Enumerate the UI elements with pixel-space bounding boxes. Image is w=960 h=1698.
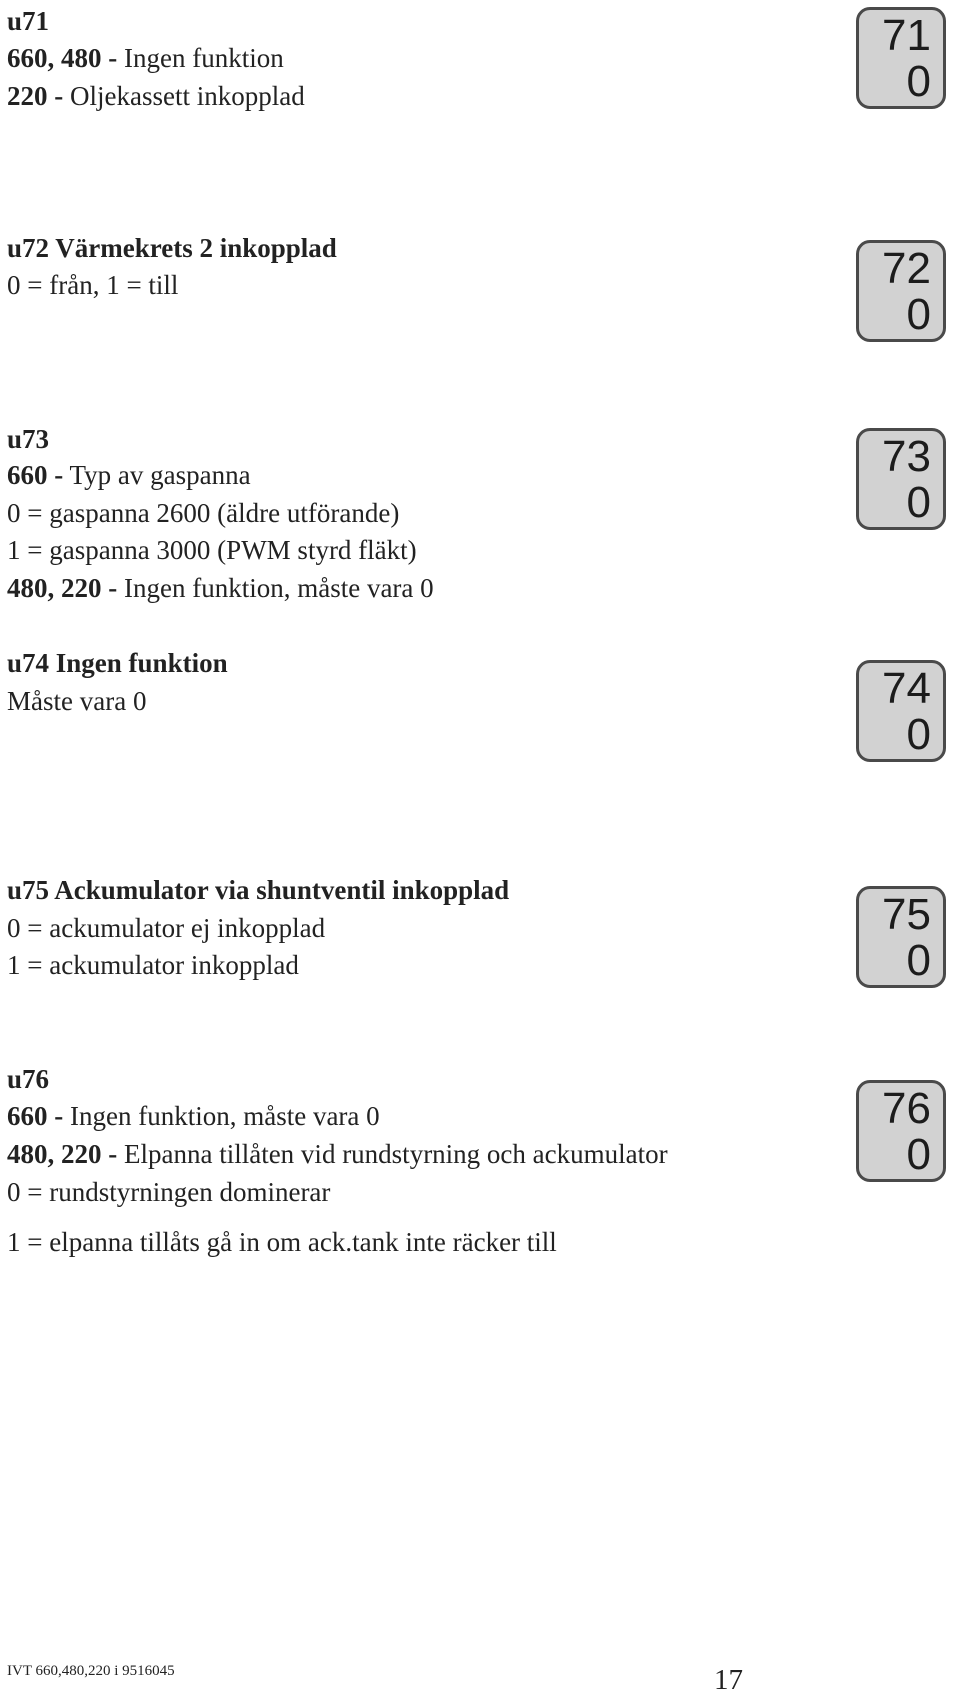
text-line <box>7 646 228 680</box>
display-code: 73 <box>882 432 931 481</box>
text-line <box>7 1175 330 1209</box>
text-line <box>7 571 434 605</box>
text-line <box>7 873 509 907</box>
text-run: 0 = från, 1 = till <box>7 270 179 300</box>
text-run: Ingen funktion <box>117 43 284 73</box>
display-72 <box>856 240 946 342</box>
text-run: 0 = gaspanna 2600 (äldre utförande) <box>7 498 400 528</box>
text-line <box>7 41 284 75</box>
text-run: Måste vara 0 <box>7 686 147 716</box>
text-line <box>7 533 417 567</box>
text-line <box>7 231 337 265</box>
bold-run: u76 <box>7 1064 50 1094</box>
page-number: 17 <box>714 1664 743 1696</box>
display-76 <box>856 1080 946 1182</box>
display-code: 72 <box>882 244 931 293</box>
text-line <box>7 4 49 38</box>
text-line <box>7 458 251 492</box>
text-line <box>7 268 178 302</box>
bold-run: u75 Ackumulator via shuntventil inkopplad <box>7 875 510 905</box>
bold-run: 480, 220 - <box>7 1139 118 1169</box>
bold-run: 660 - <box>7 460 64 490</box>
display-74 <box>856 660 946 762</box>
display-code: 75 <box>882 890 931 939</box>
footer-document-id: IVT 660,480,220 i 9516045 <box>7 1663 175 1679</box>
text-line <box>7 948 299 982</box>
bold-run: u71 <box>7 6 50 36</box>
bold-run: u74 Ingen funktion <box>7 648 228 678</box>
text-line <box>7 496 399 530</box>
display-73 <box>856 428 946 530</box>
text-run: Ingen funktion, måste vara 0 <box>117 573 434 603</box>
text-run: Oljekassett inkopplad <box>63 81 305 111</box>
display-75 <box>856 886 946 988</box>
bold-run: 660 - <box>7 1101 64 1131</box>
text-run: 1 = gaspanna 3000 (PWM styrd fläkt) <box>7 535 417 565</box>
bold-run: u72 Värmekrets 2 inkopplad <box>7 233 337 263</box>
display-value: 0 <box>906 1130 931 1179</box>
display-value: 0 <box>906 478 931 527</box>
display-code: 76 <box>882 1084 931 1133</box>
text-line <box>7 1137 668 1171</box>
text-line <box>7 1225 557 1259</box>
text-run: Typ av gaspanna <box>63 460 251 490</box>
text-run: 1 = ackumulator inkopplad <box>7 950 299 980</box>
text-line <box>7 911 325 945</box>
display-value: 0 <box>906 936 931 985</box>
text-run: Elpanna tillåten vid rundstyrning och ackumulator <box>117 1139 668 1169</box>
display-71 <box>856 7 946 109</box>
bold-run: 480, 220 - <box>7 573 118 603</box>
display-code: 74 <box>882 664 931 713</box>
text-run: 0 = rundstyrningen dominerar <box>7 1177 331 1207</box>
display-value: 0 <box>906 710 931 759</box>
text-line <box>7 79 305 113</box>
bold-run: 220 - <box>7 81 64 111</box>
bold-run: 660, 480 - <box>7 43 118 73</box>
display-value: 0 <box>906 57 931 106</box>
text-line <box>7 1099 380 1133</box>
text-line <box>7 422 49 456</box>
display-value: 0 <box>906 290 931 339</box>
text-line <box>7 1062 49 1096</box>
text-run: Ingen funktion, måste vara 0 <box>63 1101 380 1131</box>
bold-run: u73 <box>7 424 50 454</box>
display-code: 71 <box>882 11 931 60</box>
text-run: 1 = elpanna tillåts gå in om ack.tank inte räcker till <box>7 1227 557 1257</box>
text-line <box>7 684 146 718</box>
text-run: 0 = ackumulator ej inkopplad <box>7 913 326 943</box>
